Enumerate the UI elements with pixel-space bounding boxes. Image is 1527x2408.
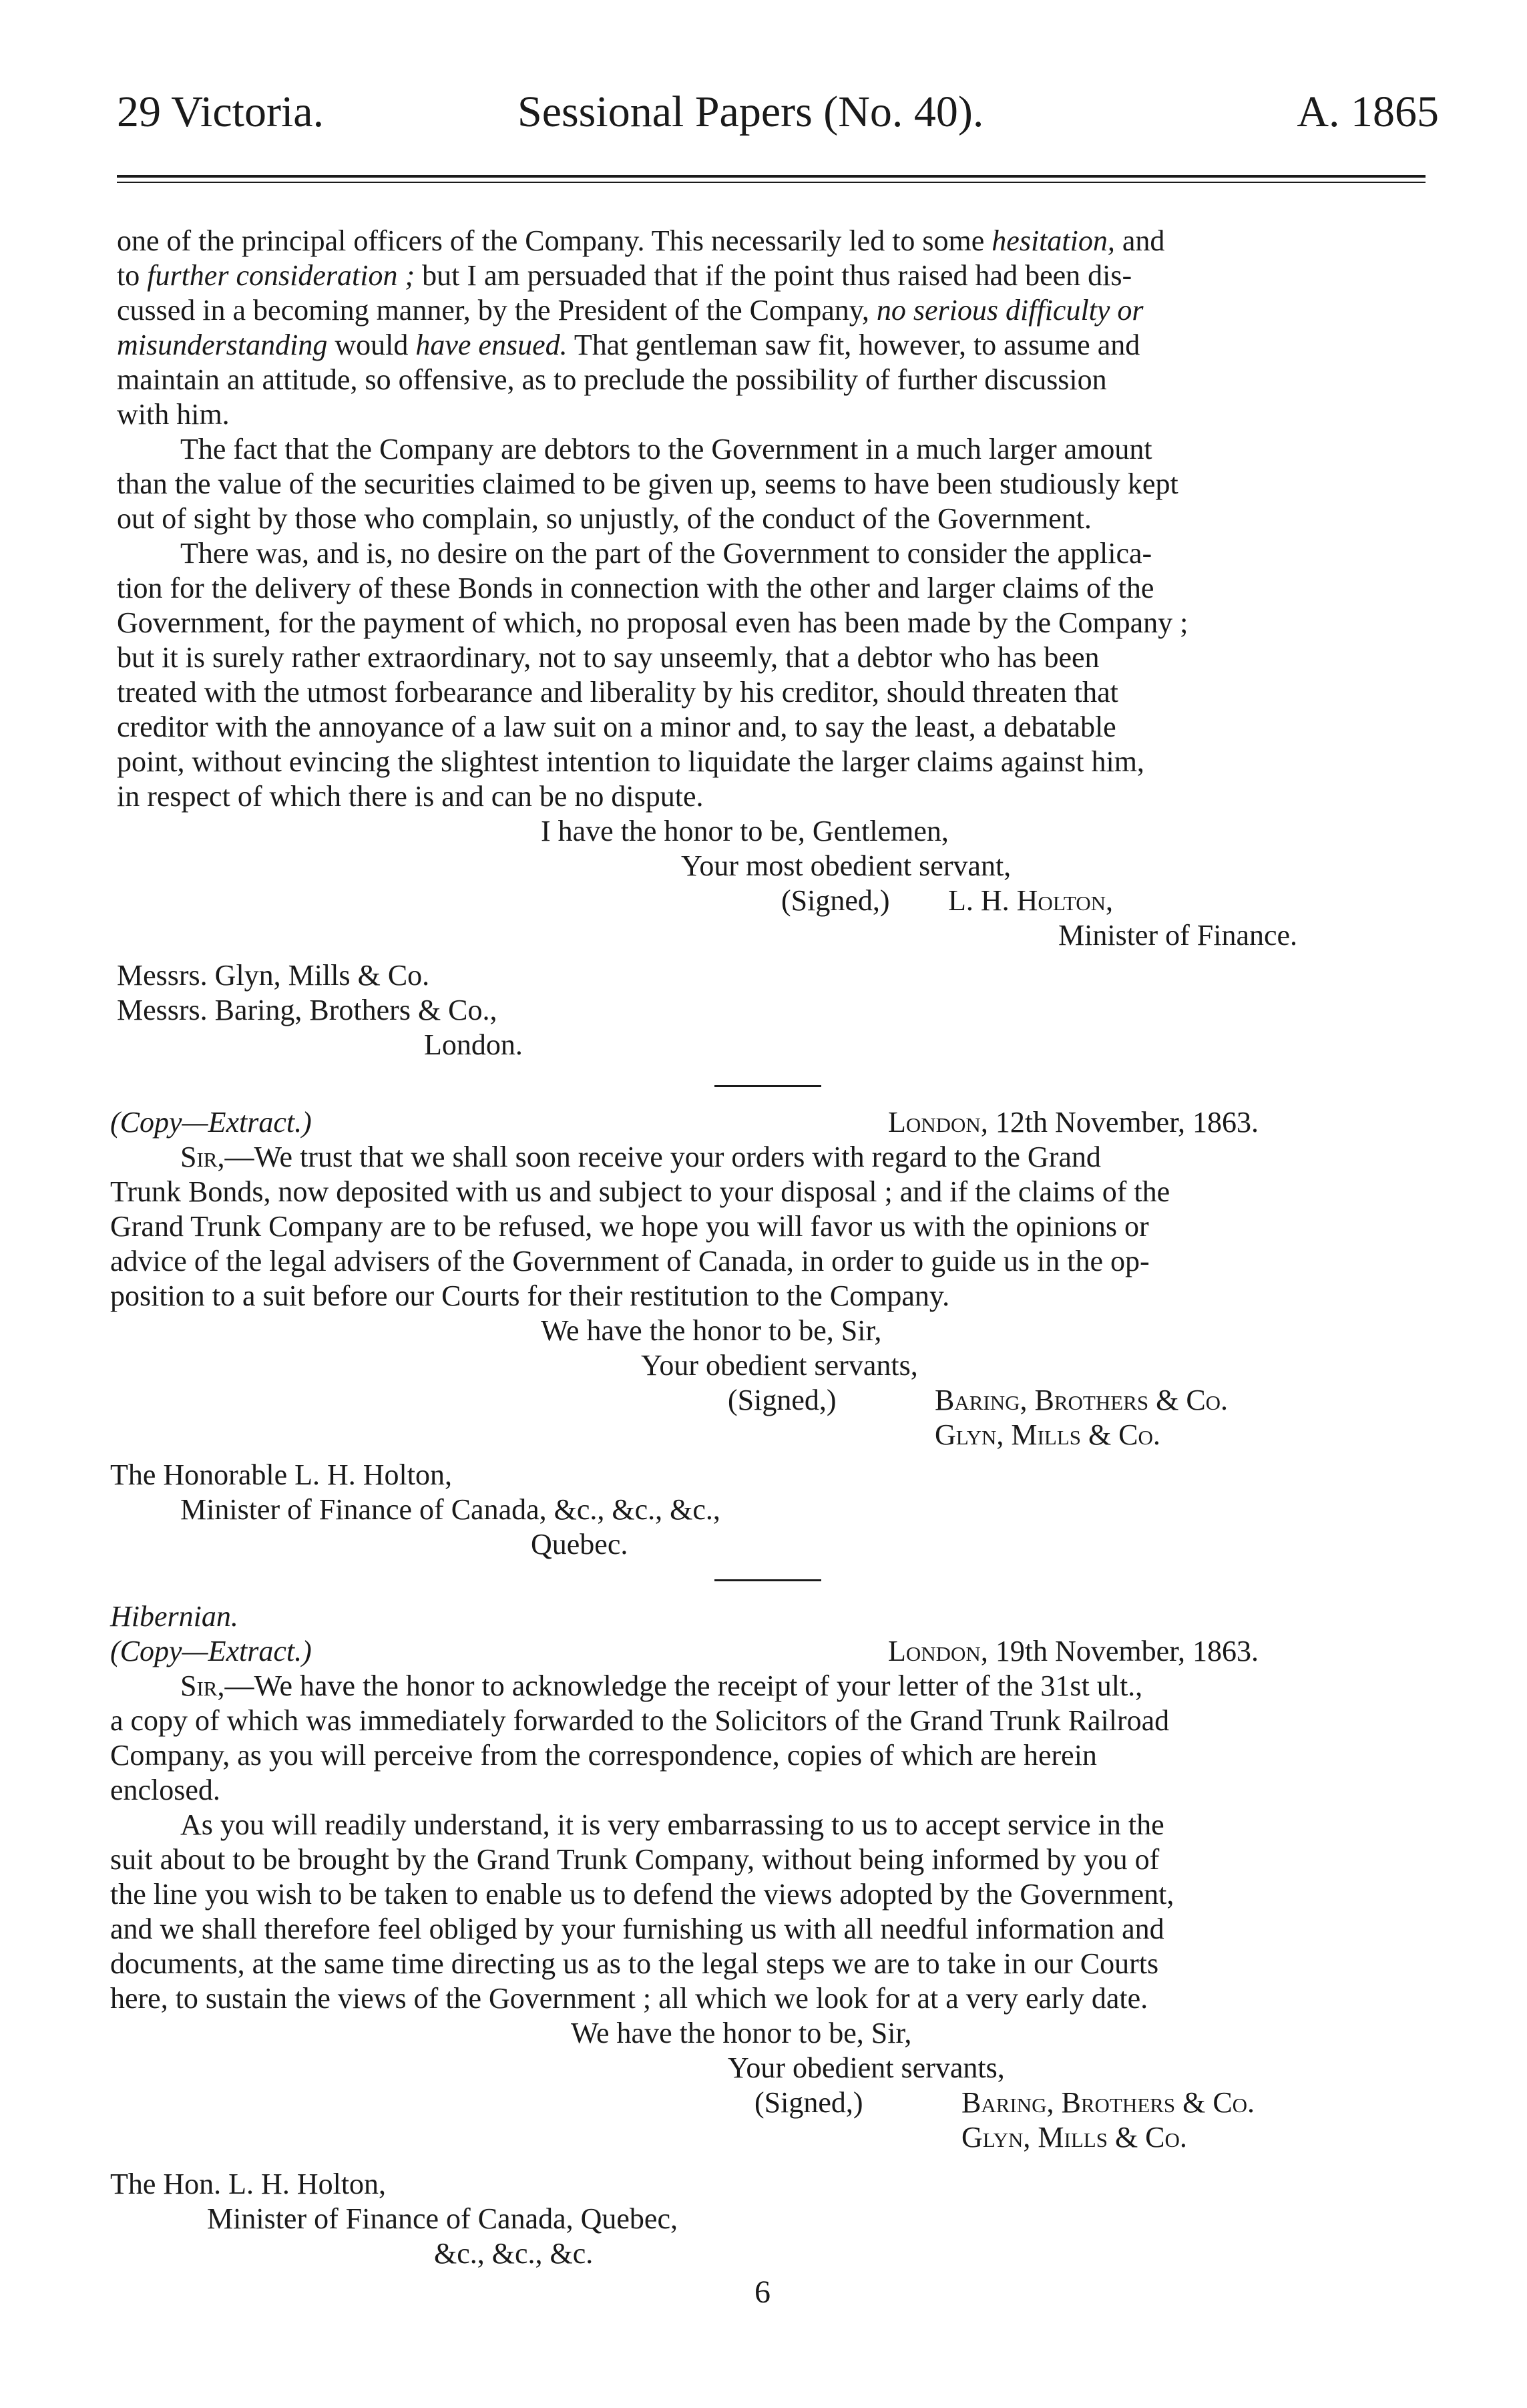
text-line: one of the principal officers of the Company. This necessarily led to some hesitation, and <box>117 224 1165 257</box>
running-header <box>117 87 1439 140</box>
section-divider <box>714 1579 821 1581</box>
signer-name: Baring, Brothers & Co. <box>935 1384 1229 1416</box>
text-line: misunderstanding would have ensued. That gentleman saw fit, however, to assume and <box>117 329 1140 361</box>
header-year: A. 1865 <box>1297 87 1439 136</box>
text-line: Company, as you will perceive from the correspondence, copies of which are herein <box>110 1739 1097 1772</box>
section-divider <box>714 1085 821 1087</box>
addressee-line: London. <box>424 1028 523 1061</box>
text-line: Grand Trunk Company are to be refused, we hope you will favor us with the opinions or <box>110 1210 1149 1243</box>
text-line: a copy of which was immediately forwarded to the Solicitors of the Grand Trunk Railroad <box>110 1704 1170 1737</box>
text-line: position to a suit before our Courts for their restitution to the Company. <box>110 1279 950 1312</box>
closing-line: I have the honor to be, Gentlemen, <box>541 815 949 847</box>
text-line: tion for the delivery of these Bonds in connection with the other and larger claims of the <box>117 572 1154 604</box>
text-line: Trunk Bonds, now deposited with us and subject to your disposal ; and if the claims of the <box>110 1175 1170 1208</box>
text-line: There was, and is, no desire on the part of the Government to consider the applica- <box>180 537 1152 570</box>
copy-label: (Copy—Extract.) <box>110 1106 312 1139</box>
text-line: As you will readily understand, it is very embarrassing to us to accept service in the <box>180 1808 1164 1841</box>
text-line: with him. <box>117 398 230 431</box>
header-rule-thin <box>117 182 1426 183</box>
text-line: and we shall therefore feel obliged by your furnishing us with all needful information and <box>110 1913 1164 1945</box>
addressee-line: The Hon. L. H. Holton, <box>110 2168 387 2200</box>
header-title: Sessional Papers (No. 40). <box>517 87 984 136</box>
text-line: than the value of the securities claimed to be given up, seems to have been studiously kept <box>117 467 1178 500</box>
text-line: Government, for the payment of which, no proposal even has been made by the Company ; <box>117 606 1188 639</box>
signer-name: L. H. Holton, <box>948 884 1114 917</box>
closing-line: We have the honor to be, Sir, <box>571 2017 912 2049</box>
text-line: The fact that the Company are debtors to the Government in a much larger amount <box>180 433 1152 465</box>
text-line: treated with the utmost forbearance and liberality by his creditor, should threaten that <box>117 676 1118 709</box>
vessel-name: Hibernian. <box>110 1600 238 1633</box>
addressee-line: Messrs. Baring, Brothers & Co., <box>117 994 497 1026</box>
text-line: point, without evincing the slightest intention to liquidate the larger claims against him, <box>117 745 1144 778</box>
addressee-line: &c., &c., &c. <box>434 2237 594 2270</box>
text-line: cussed in a becoming manner, by the President of the Company, no serious difficulty or <box>117 294 1144 327</box>
text-line: maintain an attitude, so offensive, as to preclude the possibility of further discussion <box>117 363 1107 396</box>
text-line: out of sight by those who complain, so unjustly, of the conduct of the Government. <box>117 502 1092 535</box>
text-line: to further consideration ; but I am persuaded that if the point thus raised had been dis- <box>117 259 1132 292</box>
dateline: London, 19th November, 1863. <box>888 1635 1259 1667</box>
text-line: here, to sustain the views of the Government ; all which we look for at a very early date. <box>110 1982 1148 2015</box>
closing-line: Your obedient servants, <box>728 2051 1005 2084</box>
text-line: documents, at the same time directing us as to the legal steps we are to take in our Courts <box>110 1947 1159 1980</box>
text-line: creditor with the annoyance of a law suit on a minor and, to say the least, a debatable <box>117 711 1116 743</box>
signer-name: Glyn, Mills & Co. <box>961 2121 1187 2154</box>
signed-label: (Signed,) <box>728 1384 837 1416</box>
text-line: enclosed. <box>110 1774 220 1806</box>
text-line: the line you wish to be taken to enable us to defend the views adopted by the Government, <box>110 1878 1174 1911</box>
text-line: advice of the legal advisers of the Government of Canada, in order to guide us in the op- <box>110 1245 1150 1277</box>
signed-label: (Signed,) <box>781 884 890 917</box>
text-line: in respect of which there is and can be no dispute. <box>117 780 704 813</box>
header-rule-thick <box>117 175 1426 178</box>
signer-name: Glyn, Mills & Co. <box>935 1418 1160 1451</box>
addressee-line: Minister of Finance of Canada, Quebec, <box>207 2202 678 2235</box>
addressee-line: Quebec. <box>531 1528 628 1561</box>
closing-line: Your most obedient servant, <box>681 849 1012 882</box>
text-line: suit about to be brought by the Grand Trunk Company, without being informed by you of <box>110 1843 1160 1876</box>
signer-name: Baring, Brothers & Co. <box>961 2086 1255 2119</box>
addressee-line: Minister of Finance of Canada, &c., &c., &c., <box>180 1493 720 1526</box>
signer-title: Minister of Finance. <box>1058 919 1298 952</box>
dateline: London, 12th November, 1863. <box>888 1106 1259 1139</box>
closing-line: Your obedient servants, <box>641 1349 918 1382</box>
closing-line: We have the honor to be, Sir, <box>541 1314 882 1347</box>
copy-label: (Copy—Extract.) <box>110 1635 312 1667</box>
header-session: 29 Victoria. <box>117 87 324 136</box>
signed-label: (Signed,) <box>754 2086 863 2119</box>
addressee-line: Messrs. Glyn, Mills & Co. <box>117 959 430 992</box>
page-number: 6 <box>754 2274 771 2310</box>
text-line: Sir,—We have the honor to acknowledge the receipt of your letter of the 31st ult., <box>180 1669 1143 1702</box>
text-line: Sir,—We trust that we shall soon receive your orders with regard to the Grand <box>180 1141 1101 1173</box>
text-line: but it is surely rather extraordinary, not to say unseemly, that a debtor who has been <box>117 641 1100 674</box>
addressee-line: The Honorable L. H. Holton, <box>110 1458 452 1491</box>
